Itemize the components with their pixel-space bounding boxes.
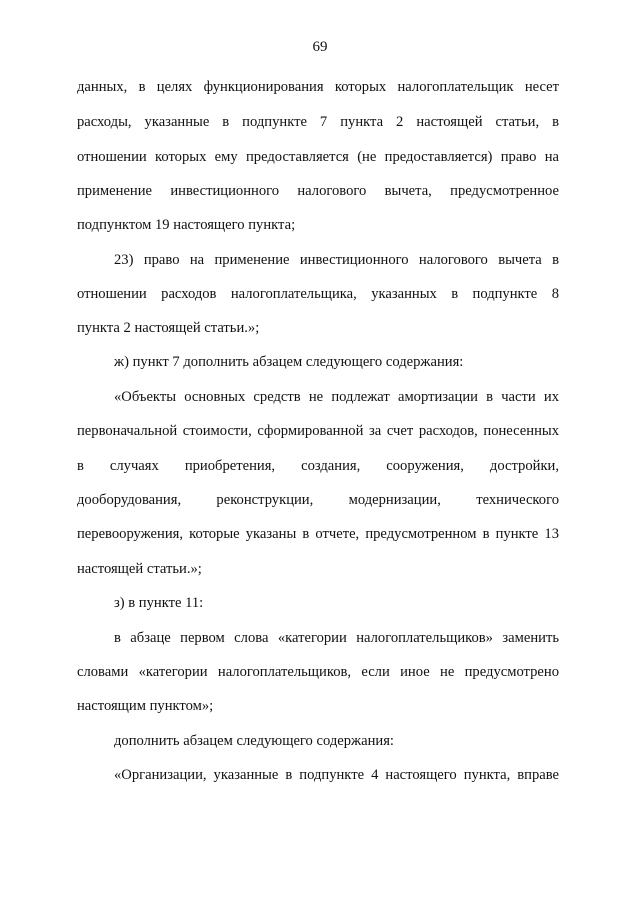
text-line: з) в пункте 11: — [114, 595, 204, 611]
text-line: 23) право на применение инвестиционного налогового вычета в — [114, 252, 559, 268]
text-line: дополнить абзацем следующего содержания: — [114, 733, 394, 749]
text-line: в абзаце первом слова «категории налогоплательщиков» заменить — [114, 630, 559, 646]
text-line: пункта 2 настоящей статьи.»; — [77, 320, 260, 336]
text-line: применение инвестиционного налогового вычета, предусмотренное — [77, 183, 559, 199]
text-line: словами «категории налогоплательщиков, если иное не предусмотрено — [77, 664, 559, 680]
text-line: в случаях приобретения, создания, сооружения, достройки, — [77, 458, 559, 474]
text-line: ж) пункт 7 дополнить абзацем следующего содержания: — [114, 354, 464, 370]
text-line: «Объекты основных средств не подлежат амортизации в части их — [114, 389, 559, 405]
text-line: настоящим пунктом»; — [77, 698, 214, 714]
text-line: отношении которых ему предоставляется (не предоставляется) право на — [77, 149, 559, 165]
text-line: перевооружения, которые указаны в отчете, предусмотренном в пункте 13 — [77, 526, 559, 542]
text-line: подпунктом 19 настоящего пункта; — [77, 217, 296, 233]
page-number: 69 — [312, 39, 328, 55]
text-line: расходы, указанные в подпункте 7 пункта 2 настоящей статьи, в — [77, 114, 559, 130]
text-line: первоначальной стоимости, сформированной за счет расходов, понесенных — [77, 423, 559, 439]
text-line: настоящей статьи.»; — [77, 561, 202, 577]
text-line: данных, в целях функционирования которых налогоплательщик несет — [77, 79, 559, 95]
text-line: отношении расходов налогоплательщика, указанных в подпункте 8 — [77, 286, 559, 302]
text-line: дооборудования, реконструкции, модернизации, технического — [77, 492, 559, 508]
text-line: «Организации, указанные в подпункте 4 настоящего пункта, вправе — [114, 767, 559, 783]
